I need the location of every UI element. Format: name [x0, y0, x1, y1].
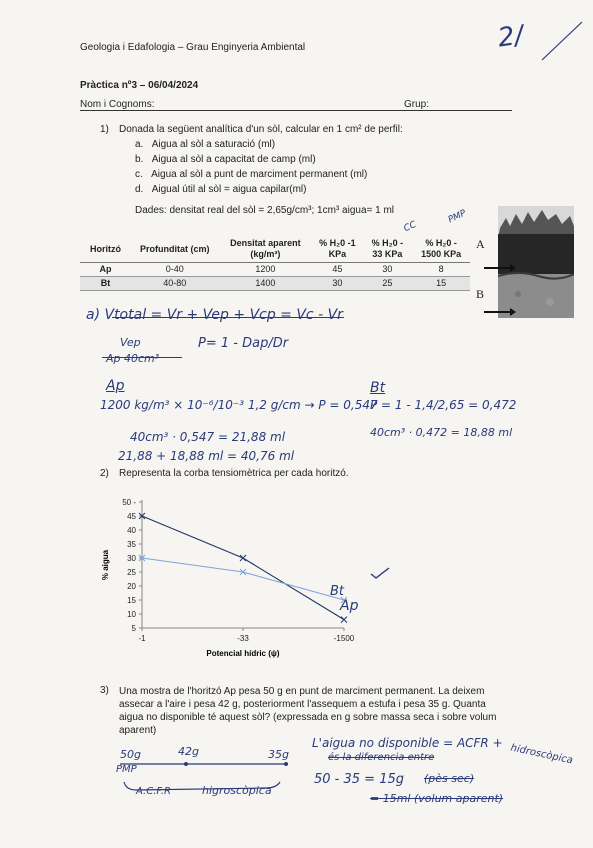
- q3-line: aigua no disponible té aquest sòl? (expressada en g sobre massa seca i sobre volum: [119, 712, 497, 723]
- q2-text: Representa la corba tensiomètrica per cada horitzó.: [119, 468, 349, 479]
- q3-line: assecar a l'aire i pesa 42 g, posteriorment l'assequem a estufa i pesa 35 g. Quanta: [119, 699, 486, 710]
- hw-ap-result1: 40cm³ · 0,547 = 21,88 ml: [130, 430, 286, 444]
- hw-a-line: a) Vtotal = Vr + Vep + Vcp = Vc - Vr: [86, 307, 343, 323]
- y-tick-label: 10: [127, 610, 136, 619]
- q3-line: Una mostra de l'horitzó Ap pesa 50 g en punt de marciment permanent. La deixem: [119, 686, 485, 697]
- hw-r2: és la diferencia entre: [328, 752, 435, 763]
- q3-number: 3): [100, 685, 109, 696]
- y-axis-label: % aigua: [101, 549, 110, 581]
- x-tick-label: -1500: [333, 634, 355, 643]
- q1-item-d: d. Aigual útil al sòl = aigua capilar(ml): [135, 184, 307, 195]
- x-axis-label: Potencial hídric (ψ): [206, 649, 280, 658]
- table-cell: 1200: [218, 263, 312, 277]
- data-point-ap: [240, 555, 246, 561]
- table-cell: 8: [412, 263, 470, 277]
- hw-r3: 50 - 35 = 15g: [314, 772, 404, 787]
- hw-ap-title: Ap: [106, 378, 125, 394]
- hw-chart-ap: Ap: [340, 598, 359, 614]
- grade-mark: 2/: [496, 20, 526, 54]
- hw-porosity-formula: P= 1 - Dap/Dr: [198, 336, 289, 351]
- q1-item-a: a. Aigua al sòl a saturació (ml): [135, 139, 276, 150]
- horizon-a-label: A: [476, 237, 485, 251]
- pmp-note: PMP: [446, 208, 468, 226]
- y-tick-label: 50 -: [122, 498, 136, 507]
- q1-text: Donada la següent analítica d'un sòl, calcular en 1 cm² de perfil:: [119, 124, 403, 135]
- table-cell: 30: [312, 277, 362, 291]
- table-header: Horitzó: [80, 236, 131, 263]
- q3-line: aparent): [119, 725, 157, 736]
- table-cell: Bt: [80, 277, 131, 291]
- name-label: Nom i Cognoms:: [80, 99, 155, 110]
- y-tick-label: 20: [127, 582, 136, 591]
- y-tick-label: 35: [127, 540, 136, 549]
- y-tick-label: 15: [127, 596, 136, 605]
- group-label: Grup:: [404, 99, 430, 110]
- table-row: [80, 277, 470, 291]
- table-header: % H₂0 - 33 KPa: [362, 236, 412, 263]
- hw-vep: Vep: [120, 336, 141, 349]
- series-line-ap: [142, 516, 344, 620]
- hw-ap-result2: 21,88 + 18,88 ml = 40,76 ml: [118, 449, 295, 463]
- hw-ap-calc: 1200 kg/m³ × 10⁻⁶/10⁻³ 1,2 g/cm → P = 0,547: [100, 398, 378, 412]
- x-tick-label: -1: [138, 634, 146, 643]
- name-underline: [80, 110, 512, 111]
- horizon-b-label: B: [476, 287, 485, 301]
- hw-higroscopica: higroscòpica: [202, 784, 272, 797]
- q1-items: [135, 139, 367, 196]
- x-tick-label: -33: [237, 634, 249, 643]
- y-tick-label: 45: [127, 512, 136, 521]
- soil-table: [80, 236, 470, 291]
- table-cell: 30: [362, 263, 412, 277]
- y-tick-label: 25: [127, 568, 136, 577]
- hw-w35: 35g: [268, 748, 289, 761]
- practice-title: Pràctica nº3 – 06/04/2024: [80, 80, 199, 91]
- hw-w50: 50g: [120, 748, 141, 761]
- hw-r1b: hidroscòpica: [509, 742, 574, 767]
- table-cell: 40-80: [131, 277, 218, 291]
- table-cell: 45: [312, 263, 362, 277]
- course-title: Geologia i Edafologia – Grau Enginyeria Ambiental: [80, 42, 306, 53]
- table-header: Profunditat (cm): [131, 236, 218, 263]
- horizon-arrows: [484, 240, 516, 320]
- q1-data-line: Dades: densitat real del sòl = 2,65g/cm³; 1cm³ aigua= 1 ml: [135, 205, 395, 216]
- y-tick-label: 30: [127, 554, 136, 563]
- hw-pmp: PMP: [116, 764, 137, 775]
- cc-note: CC: [402, 219, 419, 235]
- hw-ap40: Ap 40cm³: [106, 352, 160, 365]
- q1-number: 1): [100, 124, 109, 135]
- table-cell: Ap: [80, 263, 131, 277]
- tension-chart: [96, 490, 376, 662]
- table-header: % H₂0 -1 KPa: [312, 236, 362, 263]
- y-tick-label: 40: [127, 526, 136, 535]
- table-row: [80, 263, 470, 277]
- table-cell: 25: [362, 277, 412, 291]
- hw-r3b: (pès sec): [424, 772, 475, 785]
- grade-slash: [540, 18, 585, 63]
- q2-number: 2): [100, 468, 109, 479]
- table-cell: 15: [412, 277, 470, 291]
- table-cell: 1400: [218, 277, 312, 291]
- table-cell: 0-40: [131, 263, 218, 277]
- hw-bt-result: 40cm³ · 0,472 = 18,88 ml: [370, 426, 513, 439]
- hw-ap40-strike: [102, 357, 182, 358]
- hw-chart-bt: Bt: [330, 584, 345, 599]
- table-header-row: [80, 236, 470, 263]
- y-tick-label: 5: [131, 624, 136, 633]
- hw-w42: 42g: [178, 745, 199, 758]
- hw-bt-calc: P = 1 - 1,4/2,65 = 0,472: [370, 398, 517, 412]
- q1-item-c: c. Aigua al sòl a punt de marciment permanent (ml): [135, 169, 368, 180]
- check-mark-icon: [370, 566, 390, 580]
- table-header: % H₂0 - 1500 KPa: [412, 236, 470, 263]
- q1-item-b: b. Aigua al sòl a capacitat de camp (ml): [135, 154, 316, 165]
- data-point-ap: [341, 617, 347, 623]
- series-line-bt: [142, 558, 344, 600]
- hw-bt-title: Bt: [370, 380, 386, 396]
- hw-acfr: A.C.F.R: [136, 786, 171, 797]
- hw-a-strike: [112, 317, 344, 318]
- table-header: Densitat aparent (kg/m³): [218, 236, 312, 263]
- hw-r4: = 15ml (volum aparent): [370, 792, 504, 805]
- hw-r1: L'aigua no disponible = ACFR +: [312, 736, 503, 750]
- hw-weight-line: [116, 756, 296, 806]
- q3-text: [119, 685, 496, 737]
